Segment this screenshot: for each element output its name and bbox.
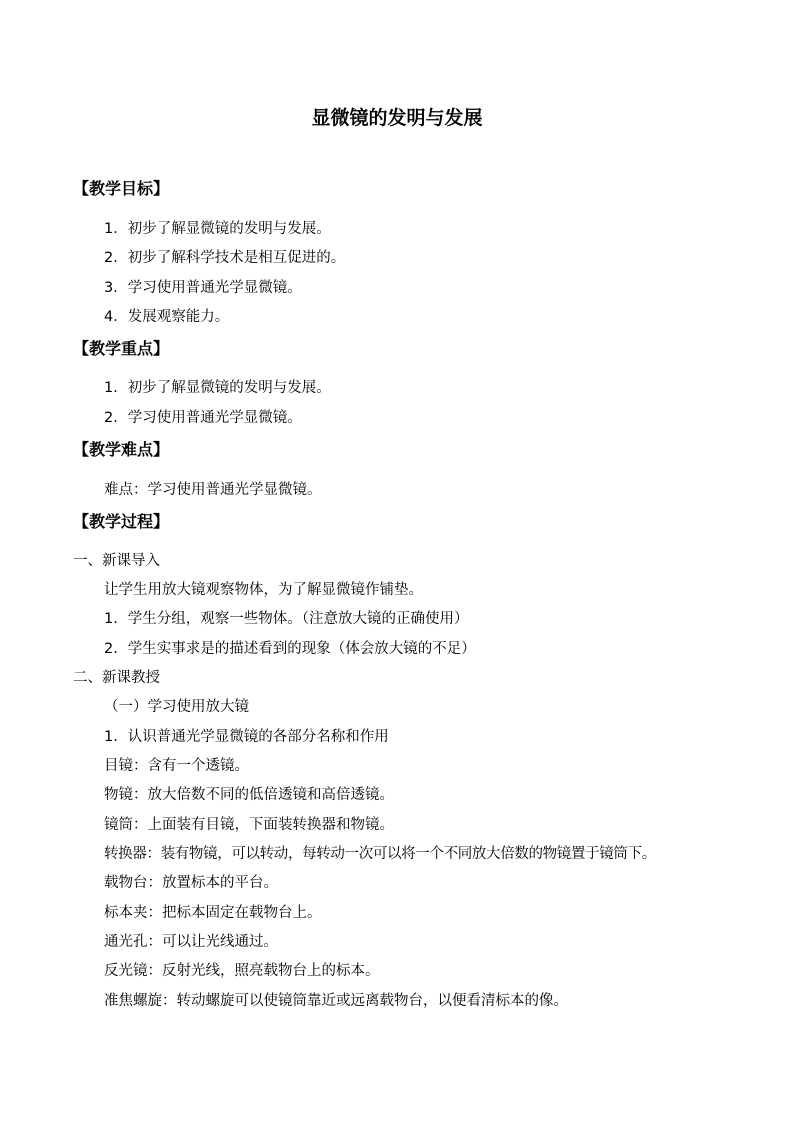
- key-point-item: 1．初步了解显微镜的发明与发展。: [104, 380, 331, 396]
- process-intro-item: 2．学生实事求是的描述看到的现象（体会放大镜的不足）: [104, 641, 476, 657]
- goal-item: 3．学习使用普通光学显微镜。: [104, 280, 302, 296]
- teach-item: 目镜：含有一个透镜。: [104, 758, 249, 774]
- goal-item: 2．初步了解科学技术是相互促进的。: [104, 250, 346, 266]
- process-intro-item: 让学生用放大镜观察物体，为了解显微镜作铺垫。: [104, 582, 423, 598]
- process-sub-title: （一）学习使用放大镜: [104, 699, 249, 715]
- teach-item: 准焦螺旋：转动螺旋可以使镜筒靠近或远离载物台，以便看清标本的像。: [104, 993, 568, 1009]
- key-point-item: 2．学习使用普通光学显微镜。: [104, 410, 302, 426]
- teach-item: 载物台：放置标本的平台。: [104, 875, 278, 891]
- document-title: 显微镜的发明与发展: [311, 107, 483, 129]
- teach-item: 转换器：装有物镜，可以转动，每转动一次可以将一个不同放大倍数的物镜置于镜筒下。: [104, 846, 656, 862]
- teach-item: 1．认识普通光学显微镜的各部分名称和作用: [104, 729, 389, 745]
- goal-item: 1．初步了解显微镜的发明与发展。: [104, 221, 331, 237]
- section-heading-key-points: 【教学重点】: [73, 339, 170, 358]
- teach-item: 通光孔：可以让光线通过。: [104, 934, 278, 950]
- section-heading-process: 【教学过程】: [73, 512, 170, 531]
- teach-item: 标本夹：把标本固定在载物台上。: [104, 905, 322, 921]
- teach-item: 镜筒：上面装有目镜，下面装转换器和物镜。: [104, 817, 394, 833]
- process-subsection-title: 一、新课导入: [73, 553, 160, 569]
- process-intro-item: 1．学生分组，观察一些物体。（注意放大镜的正确使用）: [104, 611, 469, 627]
- section-heading-goals: 【教学目标】: [73, 179, 170, 198]
- teach-item: 反光镜：反射光线，照亮载物台上的标本。: [104, 963, 380, 979]
- goal-item: 4．发展观察能力。: [104, 309, 230, 325]
- teach-item: 物镜：放大倍数不同的低倍透镜和高倍透镜。: [104, 787, 394, 803]
- section-heading-difficulties: 【教学难点】: [73, 440, 170, 459]
- process-subsection-title: 二、新课教授: [73, 670, 160, 686]
- difficulty-item: 难点：学习使用普通光学显微镜。: [104, 482, 322, 498]
